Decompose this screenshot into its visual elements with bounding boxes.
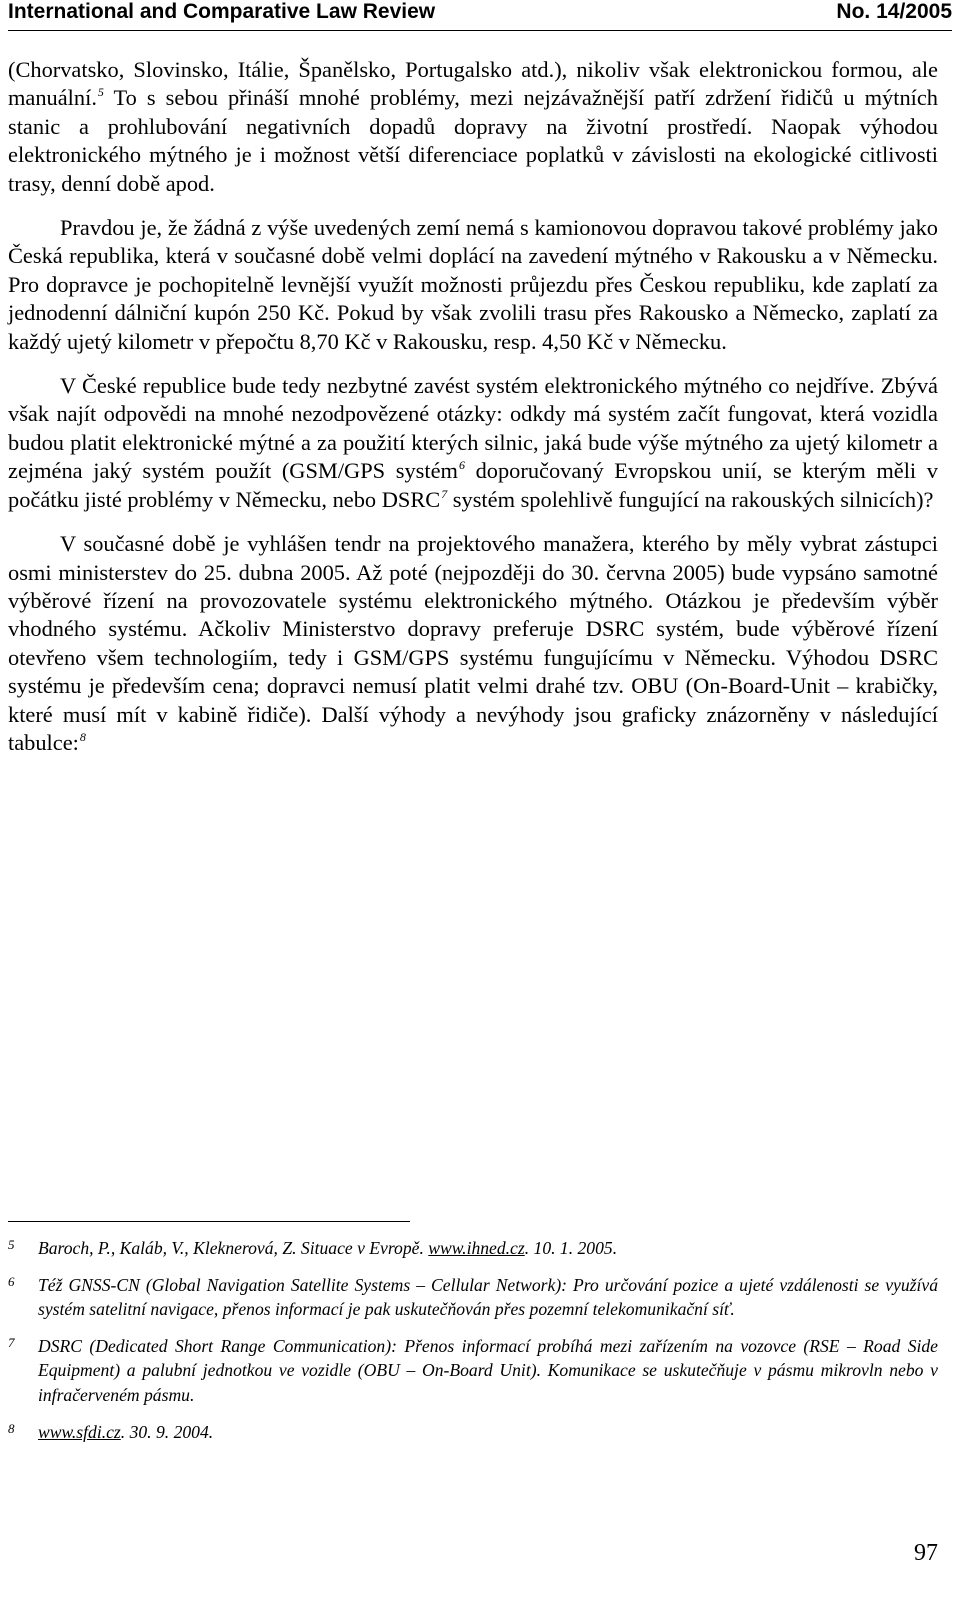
footnote-8-link[interactable]: www.sfdi.cz xyxy=(38,1421,121,1442)
paragraph-1-text-b: To s sebou přináší mnohé problémy, mezi nejzávažnější patří zdržení řidičů u mýtních stanic a prohlubování negativních dopadů dopravy na životní prostředí. Naopak výhodou elektronického mýtného je i možnost větší diferenciace poplatků v závislosti na ekologické citlivosti trasy, denní době apod. xyxy=(8,85,938,196)
paragraph-3-text-c: systém spolehlivě fungující na rakouských silnicích)? xyxy=(447,486,934,512)
footnote-5-link[interactable]: www.ihned.cz xyxy=(428,1238,525,1258)
footnote-ref-5[interactable]: 5 xyxy=(97,85,104,100)
footnote-6 xyxy=(8,1273,938,1322)
footnote-text: DSRC (Dedicated Short Range Communication): Přenos informací probíhá mezi zařízením na vozovce (RSE – Road Side Equipment) a palubní jednotkou ve vozidle (OBU – On-Board Unit). Komunikace se uskutečňuje v pásmu mikrovln nebo v infračerveném pásmu. xyxy=(38,1335,938,1405)
footnote-7 xyxy=(8,1334,938,1408)
footnote-5 xyxy=(8,1236,938,1261)
footnote-8 xyxy=(8,1420,938,1445)
paragraph-4 xyxy=(8,530,938,757)
footnote-text: Též GNSS-CN (Global Navigation Satellite Systems – Cellular Network): Pro určování pozice a ujeté vzdálenosti se využívá systém satelitní navigace, přenos informací je pak uskutečňován přes pozemní telekomunikační síť. xyxy=(38,1274,938,1320)
footnote-text xyxy=(38,1236,938,1261)
paragraph-3 xyxy=(8,372,938,514)
paragraph-2 xyxy=(8,214,938,356)
footnote-ref-7[interactable]: 7 xyxy=(441,486,448,501)
paragraph-1-text-a: (Chorvatsko, Slovinsko, Itálie, Španělsko, Portugalsko atd.), nikoliv však elektronickou formou, ale manuální. xyxy=(8,57,938,111)
footnote-number: 8 xyxy=(8,1420,15,1436)
footnote-5-date: . 10. 1. 2005. xyxy=(524,1238,618,1258)
footnote-number: 5 xyxy=(8,1237,15,1252)
page-number: 97 xyxy=(914,1540,938,1566)
paragraph-4-text: V současné době je vyhlášen tendr na projektového manažera, kterého by měly vybrat zástupci osmi ministerstev do 25. dubna 2005. Až poté (nejpozději do 30. června 2005) bude vypsáno samotné výběrové řízení na provozovatele systému elektronického mýtného. Otázkou je především výběr vhodného systému. Ačkoliv Ministerstvo dopravy preferuje DSRC systém, bude výběrové řízení otevřeno všem technologiím, tedy i GSM/GPS systému fungujícímu v Německu. Výhodou DSRC systému je především cena; dopravci nemusí platit velmi drahé tzv. OBU (On-Board-Unit – krabičky, které musí mít v kabině řidiče). Další výhody a nevýhody jsou graficky znázorněny v následující tabulce: xyxy=(8,531,938,755)
journal-title: International and Comparative Law Review xyxy=(8,0,436,23)
footnote-ref-6[interactable]: 6 xyxy=(458,458,465,473)
running-header xyxy=(8,0,952,31)
footnote-5-citation: Baroch, P., Kaláb, V., Kleknerová, Z. Situace v Evropě. xyxy=(38,1238,429,1258)
paragraph-3-text-b: doporučovaný Evropskou unií, se kterým měli v počátku jisté problémy v Německu, nebo DSRC xyxy=(8,458,938,512)
body-text xyxy=(8,56,938,773)
footnote-number: 6 xyxy=(8,1273,15,1289)
footnote-ref-8[interactable]: 8 xyxy=(79,729,86,744)
issue-number: No. 14/2005 xyxy=(836,0,952,23)
footnotes xyxy=(8,1236,938,1456)
footnote-number: 7 xyxy=(8,1334,15,1350)
footnote-text xyxy=(38,1420,938,1445)
footnote-divider xyxy=(8,1221,410,1222)
paragraph-1 xyxy=(8,56,938,198)
paragraph-3-text-a: V České republice bude tedy nezbytné zavést systém elektronického mýtného co nejdříve. Zbývá však najít odpovědi na mnohé nezodpovězené otázky: odkdy má systém začít fungovat, která vozidla budou platit elektronické mýtné a za použití kterých silnic, jaká bude výše mýtného za ujetý kilometr a zejména jaký systém použít (GSM/GPS systém xyxy=(8,373,938,484)
footnote-8-date: . 30. 9. 2004. xyxy=(120,1421,214,1442)
paragraph-2-text: Pravdou je, že žádná z výše uvedených zemí nemá s kamionovou dopravou takové problémy jako Česká republika, která v současné době velmi doplácí na zavedení mýtného v Rakousku a v Německu. Pro dopravce je pochopitelně levnější využít možnosti průjezdu přes Českou republiku, kde zaplatí za jednodenní dálniční kupón 250 Kč. Pokud by však zvolili trasu přes Rakousko a Německo, zaplatí za každý ujetý kilometr v přepočtu 8,70 Kč v Rakousku, resp. 4,50 Kč v Německu. xyxy=(8,215,938,354)
